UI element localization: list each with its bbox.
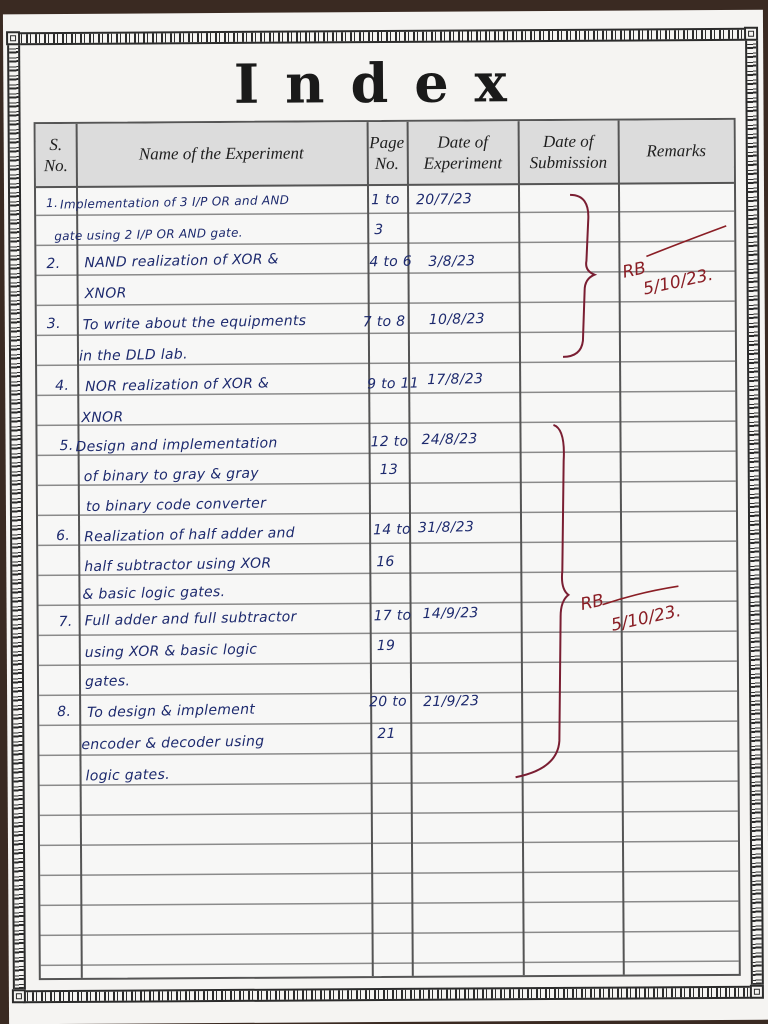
signature-stroke [598, 582, 688, 613]
row-page-no: 9 to 11 [367, 375, 420, 393]
row-experiment-name: in the DLD lab. [78, 346, 188, 365]
row-page-no: 19 [376, 637, 396, 655]
row-page-no: 16 [376, 553, 395, 571]
row-experiment-name: Implementation of 3 I/P OR and AND [59, 192, 290, 212]
signature-initials: RB [620, 258, 648, 283]
left-border [7, 44, 26, 989]
corner-ornament [12, 989, 26, 1003]
row-experiment-name: Design and implementation [75, 435, 278, 456]
row-experiment-name: Realization of half adder and [83, 525, 296, 546]
row-sno: 1. [45, 195, 59, 211]
header-page-no: Page No. [369, 132, 405, 174]
bottom-border [23, 986, 753, 1003]
notebook-page [3, 10, 768, 1024]
row-sno: 5. [59, 437, 74, 455]
row-page-no: 17 to [373, 607, 412, 625]
row-sno: 4. [55, 377, 70, 395]
row-experiment-name: half subtractor using XOR [84, 555, 272, 576]
header-experiment-name: Name of the Experiment [138, 143, 304, 164]
row-experiment-name: To design & implement [87, 701, 256, 721]
header-remarks: Remarks [646, 141, 707, 161]
row-experiment-name: NOR realization of XOR & [85, 375, 270, 396]
row-experiment-name: XNOR [84, 285, 127, 303]
row-date: 10/8/23 [428, 311, 486, 329]
column-divider [367, 122, 374, 976]
row-experiment-name: Full adder and full subtractor [84, 609, 297, 630]
index-table [34, 118, 741, 980]
row-experiment-name: of binary to gray & gray [83, 465, 260, 486]
row-sno: 7. [58, 613, 73, 631]
row-date: 14/9/23 [422, 605, 479, 623]
row-experiment-name: XNOR [81, 409, 124, 427]
row-page-no: 20 to [368, 693, 408, 711]
header-date-of-experiment: Date of Experiment [423, 132, 503, 173]
row-date: 21/9/23 [422, 693, 480, 711]
row-page-no: 13 [379, 461, 399, 479]
row-page-no: 1 to [370, 191, 400, 209]
row-date: 20/7/23 [415, 191, 473, 209]
row-experiment-name: to binary code converter [85, 495, 267, 516]
top-border [17, 28, 747, 45]
row-sno: 3. [46, 315, 61, 333]
signature-initials: RB [578, 590, 606, 616]
column-divider [76, 124, 83, 978]
column-divider [618, 121, 625, 975]
signature-date: 5/10/23. [609, 601, 683, 636]
signature-date: 5/10/23. [641, 264, 715, 300]
page-title: Index [233, 50, 533, 116]
submission-brace-2 [509, 421, 571, 781]
row-page-no: 21 [377, 725, 396, 743]
header-date-of-submission: Date of Submission [529, 131, 608, 173]
row-date: 17/8/23 [427, 371, 484, 389]
corner-ornament [6, 31, 20, 45]
row-sno: 6. [55, 527, 71, 545]
column-divider [407, 122, 414, 976]
row-date: 24/8/23 [421, 431, 478, 449]
row-experiment-name: NAND realization of XOR & [84, 251, 279, 272]
row-page-no: 7 to 8 [362, 313, 406, 331]
row-experiment-name: using XOR & basic logic [84, 641, 258, 662]
row-page-no: 12 to [370, 433, 409, 451]
corner-ornament [750, 985, 764, 999]
row-experiment-name: logic gates. [85, 766, 171, 785]
row-page-no: 14 to [372, 521, 412, 539]
row-experiment-name: & basic logic gates. [82, 583, 226, 603]
submission-brace-1 [556, 191, 597, 361]
corner-ornament [744, 27, 758, 41]
row-page-no: 3 [374, 221, 384, 239]
row-experiment-name: encoder & decoder using [81, 733, 265, 754]
right-border [745, 40, 764, 985]
row-experiment-name: gate using 2 I/P OR AND gate. [54, 225, 244, 244]
header-sno: S. No. [43, 134, 68, 176]
signature-stroke [642, 222, 732, 263]
row-date: 31/8/23 [417, 519, 475, 537]
row-date: 3/8/23 [428, 253, 476, 271]
row-sno: 2. [46, 255, 61, 273]
row-experiment-name: gates. [84, 673, 131, 691]
row-experiment-name: To write about the equipments [82, 312, 307, 334]
row-sno: 8. [57, 703, 72, 721]
row-page-no: 4 to 6 [369, 253, 413, 271]
